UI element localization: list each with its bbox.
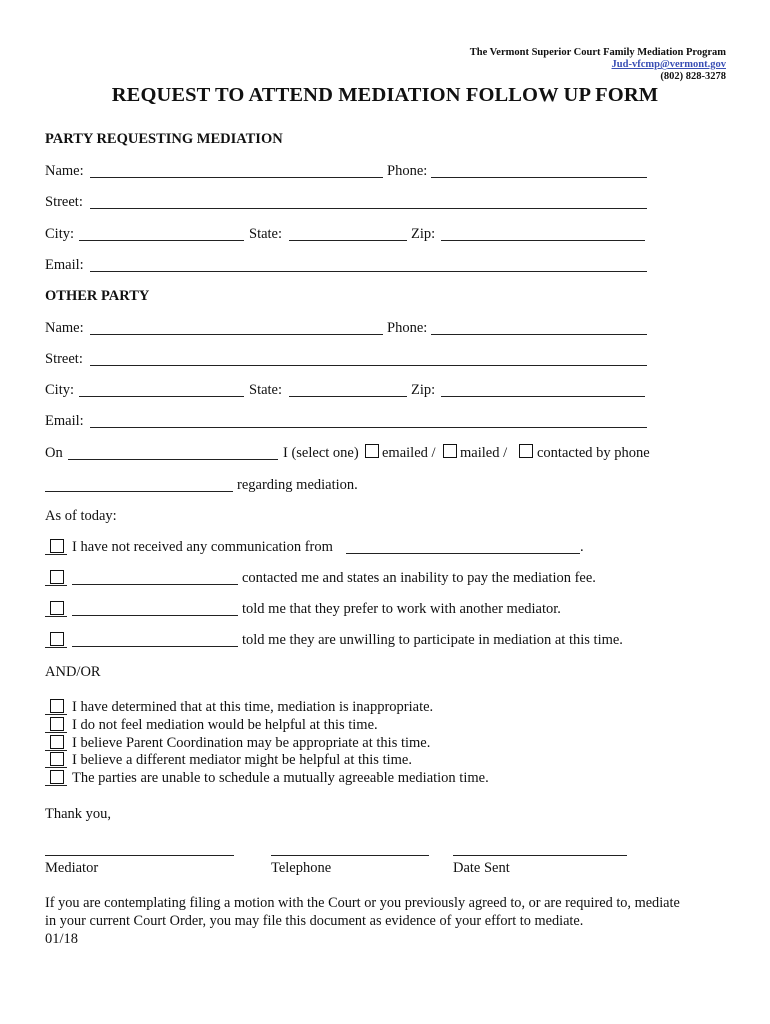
party-state-field[interactable] xyxy=(289,240,407,241)
footer-note-line-2: in your current Court Order, you may file this document as evidence of your effort to mediate. xyxy=(45,913,584,929)
telephone-label: Telephone xyxy=(271,860,332,876)
as-of-today-label: As of today: xyxy=(45,508,117,524)
other-state-label: State: xyxy=(249,382,283,398)
mediator-label: Mediator xyxy=(45,860,99,876)
determination-underline xyxy=(45,750,67,751)
other-state-field[interactable] xyxy=(289,396,407,397)
status-option-period: . xyxy=(580,539,584,555)
status-option-underline xyxy=(45,647,67,648)
other-name-label: Name: xyxy=(45,320,84,336)
other-city-label: City: xyxy=(45,382,75,398)
date-sent-field[interactable] xyxy=(453,855,627,856)
other-phone-field[interactable] xyxy=(431,334,647,335)
mediator-signature-field[interactable] xyxy=(45,855,234,856)
phone-checkbox[interactable] xyxy=(519,444,533,458)
determination-checkbox-1[interactable] xyxy=(50,699,64,713)
other-street-label: Street: xyxy=(45,351,83,367)
other-street-field[interactable] xyxy=(90,365,647,366)
contacted-party-field[interactable] xyxy=(45,491,233,492)
determination-text-3: I believe Parent Coordination may be appropriate at this time. xyxy=(72,735,431,751)
form-title: REQUEST TO ATTEND MEDIATION FOLLOW UP FORM xyxy=(111,84,659,106)
status-party-field-2[interactable] xyxy=(72,584,238,585)
status-option-text-4: told me they are unwilling to participate in mediation at this time. xyxy=(242,632,623,648)
other-email-field[interactable] xyxy=(90,427,647,428)
party-phone-label: Phone: xyxy=(387,163,428,179)
regarding-label: regarding mediation. xyxy=(237,477,358,493)
determination-checkbox-4[interactable] xyxy=(50,752,64,766)
other-zip-label: Zip: xyxy=(411,382,436,398)
party-email-field[interactable] xyxy=(90,271,647,272)
status-party-field-3[interactable] xyxy=(72,615,238,616)
status-option-text-1: I have not received any communication from xyxy=(72,539,333,555)
emailed-checkbox[interactable] xyxy=(365,444,379,458)
party-street-field[interactable] xyxy=(90,208,647,209)
mailed-checkbox[interactable] xyxy=(443,444,457,458)
determination-underline xyxy=(45,785,67,786)
party-city-label: City: xyxy=(45,226,75,242)
determination-text-1: I have determined that at this time, mediation is inappropriate. xyxy=(72,699,434,715)
emailed-label: emailed / xyxy=(382,445,436,461)
status-option-underline xyxy=(45,585,67,586)
program-name: The Vermont Superior Court Family Mediation Program xyxy=(469,47,726,58)
determination-text-2: I do not feel mediation would be helpful at this time. xyxy=(72,717,378,733)
other-email-label: Email: xyxy=(45,413,84,429)
other-name-field[interactable] xyxy=(90,334,383,335)
determination-underline xyxy=(45,732,67,733)
determination-checkbox-3[interactable] xyxy=(50,735,64,749)
party-phone-field[interactable] xyxy=(431,177,647,178)
mailed-label: mailed / xyxy=(460,445,508,461)
status-option-checkbox-4[interactable] xyxy=(50,632,64,646)
other-zip-field[interactable] xyxy=(441,396,645,397)
date-sent-label: Date Sent xyxy=(453,860,510,876)
party-name-label: Name: xyxy=(45,163,84,179)
determination-checkbox-2[interactable] xyxy=(50,717,64,731)
telephone-signature-field[interactable] xyxy=(271,855,429,856)
program-email-link[interactable]: Jud-vfcmp@vermont.gov xyxy=(611,59,726,70)
determination-underline xyxy=(45,714,67,715)
other-phone-label: Phone: xyxy=(387,320,428,336)
and-or-label: AND/OR xyxy=(45,664,101,680)
contact-date-field[interactable] xyxy=(68,459,278,460)
party-zip-label: Zip: xyxy=(411,226,436,242)
party-street-label: Street: xyxy=(45,194,83,210)
status-option-underline xyxy=(45,554,67,555)
party-email-label: Email: xyxy=(45,257,84,273)
party-requesting-heading: PARTY REQUESTING MEDIATION xyxy=(45,131,283,147)
status-option-text-2: contacted me and states an inability to pay the mediation fee. xyxy=(242,570,596,586)
party-zip-field[interactable] xyxy=(441,240,645,241)
other-city-field[interactable] xyxy=(79,396,244,397)
status-party-field-4[interactable] xyxy=(72,646,238,647)
party-state-label: State: xyxy=(249,226,283,242)
by-phone-label: contacted by phone xyxy=(537,445,650,461)
thank-you-text: Thank you, xyxy=(45,806,112,822)
party-name-field[interactable] xyxy=(90,177,383,178)
status-option-checkbox-3[interactable] xyxy=(50,601,64,615)
program-phone: (802) 828-3278 xyxy=(660,71,726,82)
determination-text-4: I believe a different mediator might be helpful at this time. xyxy=(72,752,412,768)
other-party-heading: OTHER PARTY xyxy=(45,288,150,304)
status-option-checkbox-1[interactable] xyxy=(50,539,64,553)
select-one-label: I (select one) xyxy=(283,445,359,461)
on-label: On xyxy=(45,445,63,461)
status-option-underline xyxy=(45,616,67,617)
party-city-field[interactable] xyxy=(79,240,244,241)
communication-from-field[interactable] xyxy=(346,553,580,554)
revision-date: 01/18 xyxy=(45,931,79,947)
footer-note-line-1: If you are contemplating filing a motion with the Court or you previously agreed to, or are required to, mediate xyxy=(45,895,680,911)
determination-checkbox-5[interactable] xyxy=(50,770,64,784)
status-option-checkbox-2[interactable] xyxy=(50,570,64,584)
determination-text-5: The parties are unable to schedule a mutually agreeable mediation time. xyxy=(72,770,489,786)
status-option-text-3: told me that they prefer to work with another mediator. xyxy=(242,601,561,617)
determination-underline xyxy=(45,767,67,768)
